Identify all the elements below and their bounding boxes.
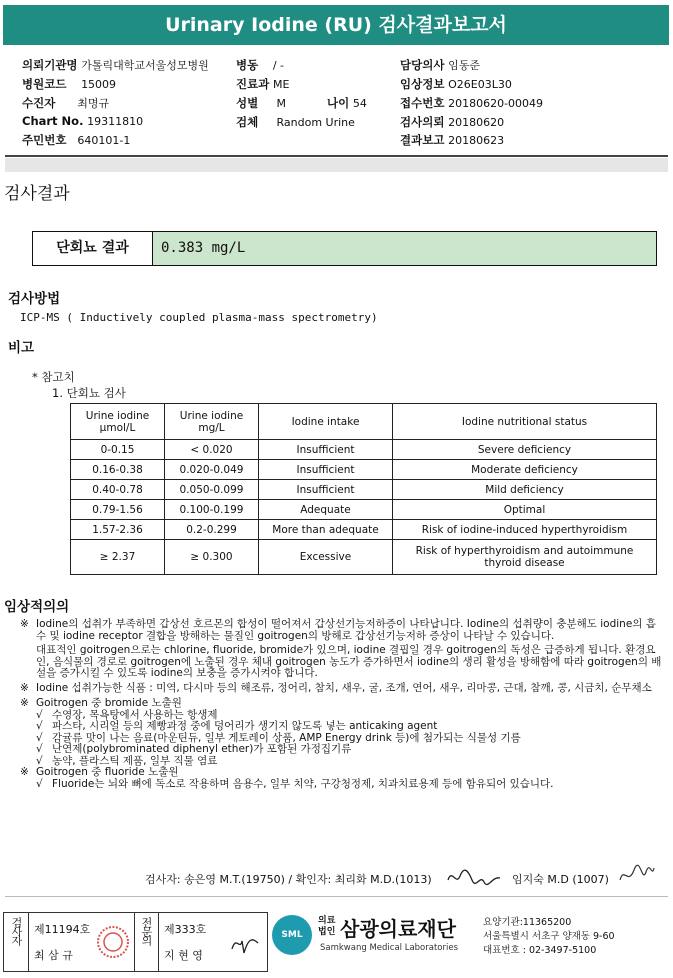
clinical-notes [20,619,665,790]
table-cell [71,480,165,500]
result-label: 단회뇨 결과 [33,232,153,265]
table-cell [393,540,657,575]
table-cell [165,520,259,540]
signature-scribble [446,866,502,888]
table-cell [259,440,393,460]
signature-line [145,871,432,887]
list-item [20,721,665,733]
result-value: 0.383 mg/L [153,232,656,265]
reference-subtitle: 1. 단회뇨 검사 [52,386,126,400]
table-header [165,404,259,440]
cell-line: thyroid disease [484,557,565,569]
cell-line: 0.050-0.099 [179,483,244,496]
cell-line: 0-0.15 [100,443,135,456]
table-row [71,500,657,520]
table-cell [71,500,165,520]
table-row [71,480,657,500]
check-mark: √ [36,777,43,790]
signature-text: 검사자: 송은영 M.T.(19750) / 확인자: 최리화 M.D.(1013) [145,873,432,886]
table-cell [71,460,165,480]
note-mark: ※ [20,766,29,778]
tester-name: 최 삼 규 [34,949,73,962]
certification-box [3,912,268,972]
institution-field: 의뢰기관명 가톨릭대학교서울성모병원 [22,58,209,72]
fluoride-title: Goitrogen 중 fluoride 노출원 [36,766,179,778]
cell-line: 0.2-0.299 [186,523,237,536]
accession-field: 접수번호 20180620-00049 [400,96,544,110]
cell-line: Excessive [299,551,352,563]
cell-line: Insufficient [296,483,355,496]
cell-line: Risk of iodine-induced hyperthyroidism [421,523,628,536]
cell-line: 0.16-0.38 [92,463,143,476]
examinee-field: 수진자 최명규 [22,96,110,110]
report-date-field: 결과보고 20180623 [400,133,505,147]
cell-line: Risk of hyperthyroidism and autoimmune [415,545,634,557]
cell-line: Adequate [300,503,351,516]
header-line: Urine iodine [85,409,150,422]
cell-line: Optimal [503,503,546,516]
cell-line: Moderate deficiency [471,463,578,476]
corp-info [483,916,615,958]
table-cell [393,480,657,500]
cell-line: Insufficient [296,443,355,456]
list-item [20,744,665,756]
dept-field: 진료과 ME [236,77,290,91]
ward-field: 병동 / - [236,58,285,72]
cell-line: More than adequate [272,523,379,536]
check-mark: √ [36,708,43,721]
table-row [71,460,657,480]
bromide-title: Goitrogen 중 bromide 노출원 [36,697,182,709]
table-cell [165,500,259,520]
specialist-signature [226,929,262,957]
table-cell [259,480,393,500]
cell-line: Insufficient [296,463,355,476]
specimen-field: 검체 Random Urine [236,115,355,129]
table-row [71,520,657,540]
table-cell [165,540,259,575]
cell-line: 0.100-0.199 [179,503,244,516]
list-item-text: 수영장, 목욕탕에서 사용하는 항생제 [52,708,218,721]
table-header: Iodine nutritional status [393,404,657,440]
approver-scribble [616,862,656,888]
corp-phone: 대표번호 : 02-3497-5100 [483,945,597,956]
note-mark: ※ [20,697,29,709]
cell-line: 0.020-0.049 [179,463,244,476]
fluoride-title-row [20,767,665,779]
table-cell [393,440,657,460]
result-box [32,231,657,266]
table-cell [259,540,393,575]
cell-line: Severe deficiency [477,443,572,456]
list-item-text: 난연제(polybrominated diphenyl ether)가 포함된 가정집기류 [52,743,352,755]
note-text: 대표적인 goitrogen으로는 chlorine, fluoride, bromide가 있으며, iodine 결핍일 경우 goitrogen의 독성은 급증하게 됩니다. 환경요인, 음식물의 경로로 goitrogen에 노출된 경우 체내 goitrogen 농도가 증가하면서 iodine의 생리 활성을 방해함에 따라 goitrogen의 배설을 증가시킬 수 있도록 iodine의 보충을 증가시켜야 합니다. [36,644,662,679]
list-item-text: Fluoride는 뇌와 뼈에 독소로 작용하며 음용수, 일부 치약, 구강청정제, 치과치료용제 등에 함유되어 있습니다. [52,777,554,790]
table-cell [71,540,165,575]
table-cell [259,460,393,480]
note-mark: ※ [20,618,29,630]
note-text: Iodine 섭취가능한 식품 : 미역, 다시마 등의 해조류, 정어리, 참치, 새우, 굴, 조개, 연어, 새우, 리마콩, 근대, 참깨, 콩, 시금치, 순무채소 [36,681,652,694]
list-item-text: 농약, 플라스틱 제품, 일부 직물 염료 [52,754,218,767]
bromide-title-row [20,698,665,710]
table-header-row [71,404,657,440]
approver-signature: 임지숙 M.D (1007) [512,873,609,886]
reference-title: * 참고치 [32,370,75,384]
check-mark: √ [36,720,43,732]
rrn-field: 주민번호 640101-1 [22,133,131,147]
sml-logo: SML [272,915,312,955]
note-paragraph [20,683,665,695]
note-mark: ※ [20,681,29,694]
table-cell [259,520,393,540]
method-heading: 검사방법 [8,291,61,307]
divider [5,155,668,157]
table-row [71,540,657,575]
header-line: mg/L [198,421,225,434]
hospital-code-field: 병원코드 15009 [22,77,117,91]
reference-table [70,403,657,575]
footer-divider [5,896,668,897]
specialist-name: 지 현 영 [164,949,203,962]
clinical-heading: 임상적의의 [4,599,70,615]
seal-stamp [96,925,130,959]
table-header: Iodine intake [259,404,393,440]
sex-field: 성별 M [236,96,286,110]
corp-name: 삼광의료재단 [340,917,456,941]
method-text: ICP-MS ( Inductively coupled plasma-mass spectrometry) [20,311,378,324]
corp-prefix: 의료 법인 [318,916,336,937]
check-mark: √ [36,754,43,767]
note-paragraph [20,619,665,642]
cell-line: 0.79-1.56 [92,503,143,516]
table-cell [71,520,165,540]
corp-registration: 요양기관:11365200 [483,917,572,928]
doctor-field: 담당의사 임동준 [400,58,480,72]
cell-line: ≥ 0.300 [190,551,233,563]
check-mark: √ [36,743,43,755]
list-item-text: 파스타, 시리얼 등의 제빵과정 중에 덩어리가 생기지 않도록 넣는 anticaking agent [52,720,438,732]
table-cell [393,460,657,480]
tester-license: 제11194호 [34,923,91,936]
list-item [20,779,665,791]
cell-line: 1.57-2.36 [92,523,143,536]
request-field: 검사의뢰 20180620 [400,115,505,129]
table-cell [165,480,259,500]
header-line: Urine iodine [179,409,244,422]
note-text: Iodine의 섭취가 부족하면 갑상선 호르몬의 합성이 떨어져서 갑상선기능저하증이 나타납니다. Iodine의 섭취량이 충분해도 iodine의 흡수 및 iodine receptor 결합을 방해하는 물질인 goitrogen의 방해로 갑상선기능저하 증상이 나타날 수 있습니다. [36,618,656,642]
clinical-info-field: 임상정보 O26E03L30 [400,77,512,91]
cell-line: Mild deficiency [485,483,564,496]
table-cell [393,500,657,520]
cell-line: 0.40-0.78 [92,483,143,496]
table-cell [165,460,259,480]
divider-band [5,158,668,172]
remarks-heading: 비고 [8,340,35,356]
header-line: μmol/L [99,421,136,434]
age-field: 나이 54 [327,96,367,110]
corp-address: 서울특별시 서초구 양재동 9-60 [483,931,615,942]
table-row [71,440,657,460]
cell-line: ≥ 2.37 [99,551,136,563]
table-cell [165,440,259,460]
chart-field: Chart No. 19311810 [22,114,144,128]
corp-english-name: Samkwang Medical Laboratories [320,943,459,953]
check-mark: √ [36,731,43,744]
tester-label: 검사자 [10,917,23,944]
table-cell [393,520,657,540]
table-cell [259,500,393,520]
list-item-text: 감귤류 맛이 나는 음료(마운틴듀, 일부 게토레이 상품, AMP Energy drink 등)에 첨가되는 식물성 기름 [52,731,521,744]
table-header [71,404,165,440]
note-paragraph [20,645,665,680]
table-cell [71,440,165,460]
specialist-license: 제333호 [164,923,207,936]
cell-line: < 0.020 [190,443,233,456]
result-heading: 검사결과 [4,184,70,204]
report-title: Urinary Iodine (RU) 검사결과보고서 [3,5,669,45]
specialist-label: 전문의 [140,917,153,944]
